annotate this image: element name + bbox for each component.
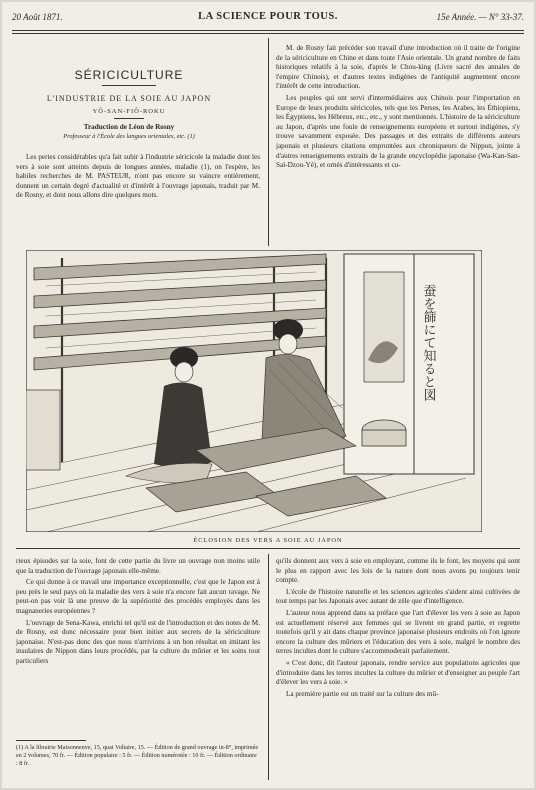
page-header xyxy=(12,8,524,26)
header-date: 20 Août 1871. xyxy=(12,12,63,22)
paragraph: Ce qui donne à ce travail une importance exceptionnelle, c'est que le Japon est à peu près le seul pays où la maladie des vers à soie n'a encore fait aucun ravage. Ne peut-on pas voir là une preuve de la supériorité des procédés employés dans les magnaneries européennes ? xyxy=(16,578,260,615)
paragraph: L'auteur nous apprend dans sa préface que l'art d'élever les vers à soie au Japon est actuellement réservé aux femmes qui se livrent en grand partie, et regrette toutefois qu'il y ait dans chaque province japonaise plusieurs endroits où l'on ignore encore la culture des mûriers et l'éducation des vers à soie, malgré le nombre des terres incultes dont le culture s'accommoderait parfaitement. xyxy=(276,608,520,656)
article-subtitle: YÔ-SAN-FIÔ-ROKU xyxy=(92,108,166,115)
paragraph: « C'est donc, dit l'auteur japonais, rendre service aux populations agricoles que d'introduire dans les terres incultes la culture du mûrier et d'enseigner au peuple l'art d'élever les vers à soie. » xyxy=(276,658,520,687)
article-translator: Traduction de Léon de Rosny xyxy=(83,123,175,131)
scroll-inscription: 蚕を篩にて知ると図 xyxy=(420,284,436,401)
header-title: LA SCIENCE POUR TOUS. xyxy=(198,11,338,22)
header-rule-double xyxy=(12,33,524,34)
paragraph: Les peuples qui ont servi d'intermédiaires aux Chinois pour l'importation en Europe de leurs produits séricicoles, tels que les Perses, les Arabes, les Éthiopiens, les Égyptiens, les Hébreux, etc., etc., y sont mentionnés. L'histoire de la sériciculture au Japon, d'après une foule de renseignements européens et surtout indigènes, s'y trouve savamment exposée. Des passages et des extraits de différents auteurs japonais et plusieurs citations empruntées aux chroniqueurs de Nippon, jointe à d'autres renseignements extraits de la grande encyclopédie japonaise (Wa-Kan-San-Saï-Dzou-Yé), et ornés d'intéressants et cu- xyxy=(276,93,520,170)
header-rule xyxy=(12,30,524,31)
column-left-top xyxy=(16,153,260,245)
column-divider-bottom xyxy=(268,554,269,780)
article-title: L'INDUSTRIE DE LA SOIE AU JAPON xyxy=(46,94,212,103)
column-divider-top xyxy=(268,38,269,246)
footnote-text: (1) A la librairie Maisonneuve, 15, quai Voltaire, 15. — Édition de grand ouvrage in-8°, imprimée en 2 volumes, 70 fr. — Édition populaire : 5 fr. — Édition numérotée : 10 fr. — Édition ordinaire : 8 fr. xyxy=(16,744,259,767)
newspaper-page xyxy=(2,2,534,788)
column-right-bottom xyxy=(276,557,520,783)
paragraph: L'ouvrage de Sena-Kawa, enrichi tel qu'il est de l'introduction et des notes de M. de Rosny, est donc nécessaire pour bien initier aux secrets de la sériciculture japonaise. N'est-pas donc des que nous n'arrivions à un bon résultat en imitant les insulaires de Nippon dans leurs procédés, par la culture du mûrier et les soins tout particuliers xyxy=(16,618,260,665)
paragraph: qu'ils donnent aux vers à soie en employant, comme ils le font, les moyens qui sont le plus en rapport avec les lois de la nature dont nous avons pu toujours tenir compte. xyxy=(276,557,520,585)
illustration-caption: ÉCLOSION DES VERS A SOIE AU JAPON xyxy=(193,537,343,544)
paragraph: La première partie est un traité sur la culture des mû- xyxy=(286,689,439,698)
paragraph: rieux épisodes sur la soie, font de cette partie du livre un ouvrage non moins utile que la traduction de l'ouvrage japonais elle-même. xyxy=(16,557,260,575)
subtitle-divider xyxy=(114,118,144,119)
column-right-top xyxy=(276,44,520,246)
illustration-silkworm-hatching xyxy=(26,250,482,532)
caption-rule xyxy=(16,548,520,549)
footnote-rule xyxy=(16,740,86,741)
paragraph: Les pertes considérables qu'a fait subir à l'industrie séricicole la maladie dont les vers à soie sont atteints depuis de longues années, maladie (1), on l'espère, les habiles recherches de M. PASTEUR, n'ont pas encore su vaincre entièrement, donnent un certain degré d'actualité et d'intérêt à l'ouvrage japonais, traduit par M. de Rosny, et dont nous allons dire quelques mots. xyxy=(16,153,260,200)
translator-note: Professeur à l'École des langues orientales, etc. (1) xyxy=(63,133,195,140)
section-divider xyxy=(102,85,156,86)
paragraph: M. de Rosny fait précéder son travail d'une introduction où il traite de l'origine de la sériciculture en Chine et dans toute l'Asie orientale. Un grand nombre de faits historiques relatifs à la soie, d'après le Chou-king (Livre sacré des annales de l'empire Chinois), et d'autres textes indigènes de l'antiquité augmentent encore l'intérêt de cette introduction. xyxy=(276,44,520,91)
header-issue: 15e Année. — N° 33-37. xyxy=(436,12,524,22)
section-title: SÉRICICULTURE xyxy=(74,68,184,82)
footnote xyxy=(16,744,260,768)
column-left-bottom xyxy=(16,557,260,737)
paragraph: L'école de l'histoire naturelle et les sciences agricoles s'aident ainsi cultivées de tout temps par les Japonais avec autant de zèle que d'intelligence. xyxy=(276,587,520,606)
